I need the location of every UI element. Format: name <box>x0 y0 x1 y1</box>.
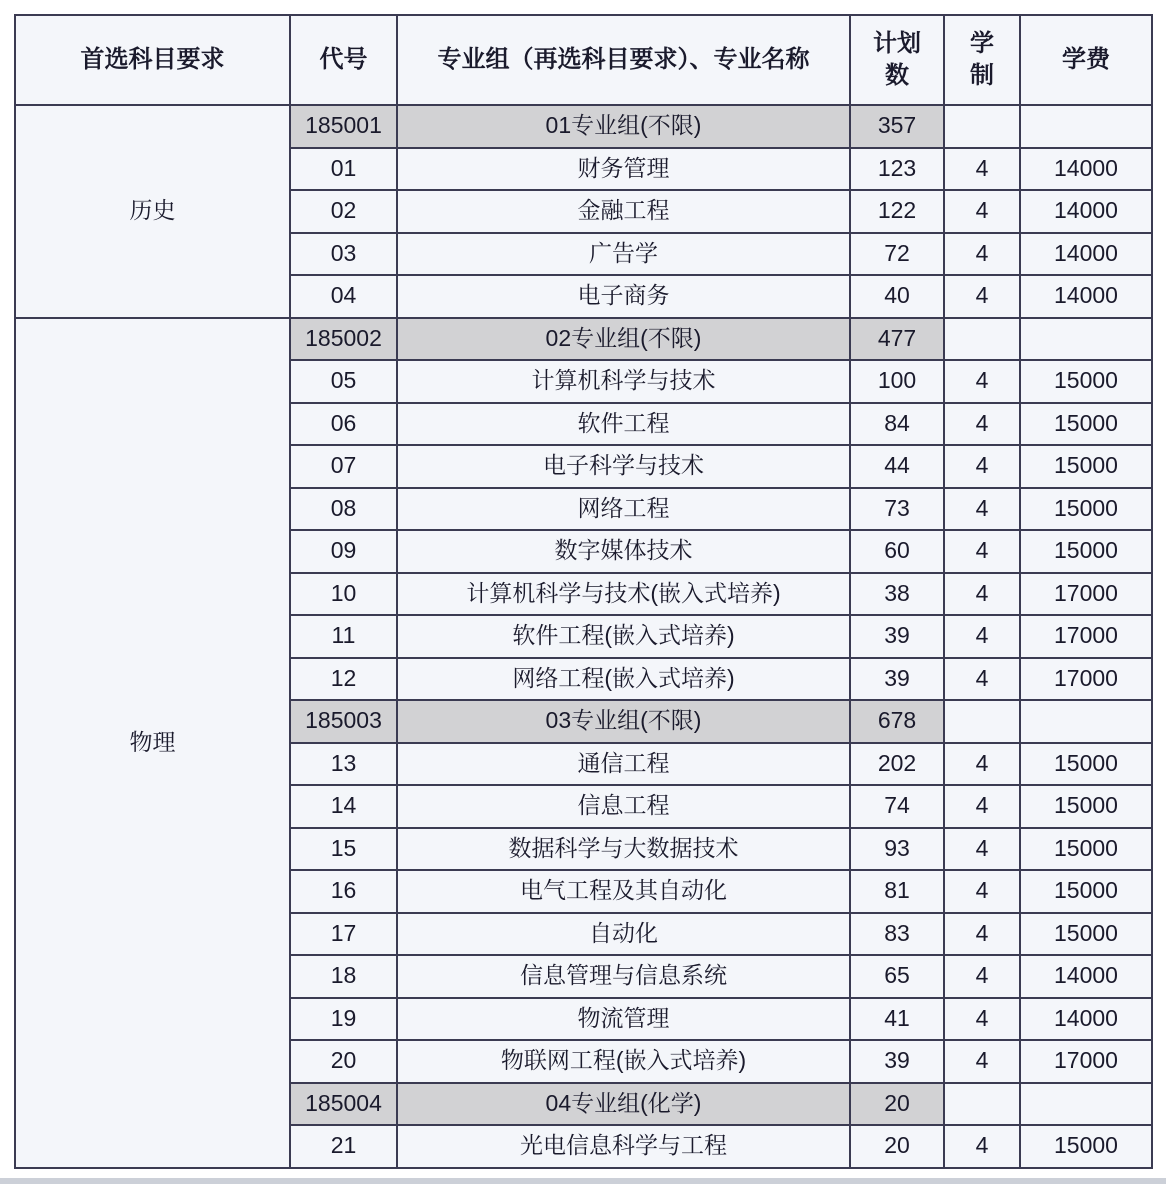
duration-cell: 4 <box>944 828 1020 871</box>
name-cell: 01专业组(不限) <box>397 105 850 148</box>
duration-cell: 4 <box>944 913 1020 956</box>
plan-cell: 39 <box>850 615 944 658</box>
fee-cell <box>1020 700 1152 743</box>
fee-cell: 14000 <box>1020 955 1152 998</box>
code-cell: 20 <box>290 1040 397 1083</box>
plan-cell: 39 <box>850 1040 944 1083</box>
plan-cell: 40 <box>850 275 944 318</box>
fee-cell: 15000 <box>1020 360 1152 403</box>
plan-cell: 74 <box>850 785 944 828</box>
plan-cell: 38 <box>850 573 944 616</box>
plan-cell: 81 <box>850 870 944 913</box>
duration-cell: 4 <box>944 275 1020 318</box>
fee-cell <box>1020 318 1152 361</box>
fee-cell: 15000 <box>1020 870 1152 913</box>
duration-cell: 4 <box>944 233 1020 276</box>
header-plan-count-label: 计划数 <box>873 29 921 89</box>
duration-cell: 4 <box>944 573 1020 616</box>
name-cell: 光电信息科学与工程 <box>397 1125 850 1168</box>
duration-cell: 4 <box>944 658 1020 701</box>
plan-cell: 100 <box>850 360 944 403</box>
duration-cell: 4 <box>944 998 1020 1041</box>
header-tuition-label: 学费 <box>1062 45 1110 73</box>
duration-cell: 4 <box>944 190 1020 233</box>
fee-cell: 17000 <box>1020 1040 1152 1083</box>
duration-cell: 4 <box>944 785 1020 828</box>
fee-cell: 14000 <box>1020 998 1152 1041</box>
header-plan-count <box>850 15 944 105</box>
group-row <box>15 105 1152 148</box>
fee-cell: 15000 <box>1020 488 1152 531</box>
plan-cell: 65 <box>850 955 944 998</box>
fee-cell: 17000 <box>1020 615 1152 658</box>
plan-cell: 122 <box>850 190 944 233</box>
duration-cell: 4 <box>944 530 1020 573</box>
plan-cell: 72 <box>850 233 944 276</box>
plan-cell: 20 <box>850 1125 944 1168</box>
duration-cell <box>944 700 1020 743</box>
duration-cell: 4 <box>944 445 1020 488</box>
fee-cell: 15000 <box>1020 913 1152 956</box>
duration-cell: 4 <box>944 870 1020 913</box>
duration-cell: 4 <box>944 488 1020 531</box>
plan-cell: 123 <box>850 148 944 191</box>
header-duration <box>944 15 1020 105</box>
name-cell: 电气工程及其自动化 <box>397 870 850 913</box>
group-row <box>15 318 1152 361</box>
name-cell: 电子科学与技术 <box>397 445 850 488</box>
name-cell: 通信工程 <box>397 743 850 786</box>
name-cell: 网络工程(嵌入式培养) <box>397 658 850 701</box>
fee-cell: 15000 <box>1020 743 1152 786</box>
code-cell: 185002 <box>290 318 397 361</box>
code-cell: 15 <box>290 828 397 871</box>
fee-cell: 15000 <box>1020 530 1152 573</box>
code-cell: 185003 <box>290 700 397 743</box>
name-cell: 财务管理 <box>397 148 850 191</box>
code-cell: 13 <box>290 743 397 786</box>
duration-cell <box>944 105 1020 148</box>
code-cell: 05 <box>290 360 397 403</box>
bottom-edge-strip <box>0 1178 1166 1184</box>
code-cell: 185004 <box>290 1083 397 1126</box>
code-cell: 16 <box>290 870 397 913</box>
fee-cell: 15000 <box>1020 403 1152 446</box>
fee-cell: 15000 <box>1020 445 1152 488</box>
duration-cell: 4 <box>944 148 1020 191</box>
name-cell: 软件工程(嵌入式培养) <box>397 615 850 658</box>
fee-cell: 17000 <box>1020 573 1152 616</box>
header-major-group-label: 专业组（再选科目要求）、专业名称 <box>437 45 810 73</box>
plan-cell: 678 <box>850 700 944 743</box>
admission-plan-table <box>14 14 1153 1169</box>
plan-cell: 41 <box>850 998 944 1041</box>
header-code <box>290 15 397 105</box>
code-cell: 18 <box>290 955 397 998</box>
plan-cell: 357 <box>850 105 944 148</box>
name-cell: 软件工程 <box>397 403 850 446</box>
duration-cell: 4 <box>944 615 1020 658</box>
code-cell: 03 <box>290 233 397 276</box>
code-cell: 185001 <box>290 105 397 148</box>
plan-cell: 477 <box>850 318 944 361</box>
name-cell: 自动化 <box>397 913 850 956</box>
duration-cell: 4 <box>944 403 1020 446</box>
duration-cell <box>944 318 1020 361</box>
code-cell: 01 <box>290 148 397 191</box>
plan-cell: 20 <box>850 1083 944 1126</box>
code-cell: 10 <box>290 573 397 616</box>
header-row <box>15 15 1152 105</box>
code-cell: 17 <box>290 913 397 956</box>
code-cell: 12 <box>290 658 397 701</box>
header-code-label: 代号 <box>319 45 368 73</box>
name-cell: 04专业组(化学) <box>397 1083 850 1126</box>
name-cell: 数据科学与大数据技术 <box>397 828 850 871</box>
name-cell: 电子商务 <box>397 275 850 318</box>
plan-cell: 93 <box>850 828 944 871</box>
name-cell: 信息工程 <box>397 785 850 828</box>
plan-cell: 84 <box>850 403 944 446</box>
header-duration-label: 学制 <box>970 29 994 89</box>
fee-cell: 14000 <box>1020 190 1152 233</box>
code-cell: 07 <box>290 445 397 488</box>
name-cell: 广告学 <box>397 233 850 276</box>
duration-cell: 4 <box>944 1125 1020 1168</box>
name-cell: 物联网工程(嵌入式培养) <box>397 1040 850 1083</box>
code-cell: 02 <box>290 190 397 233</box>
duration-cell <box>944 1083 1020 1126</box>
subject-cell: 历史 <box>15 105 290 318</box>
header-subject-requirement-label: 首选科目要求 <box>80 45 225 73</box>
code-cell: 04 <box>290 275 397 318</box>
fee-cell: 15000 <box>1020 1125 1152 1168</box>
plan-cell: 73 <box>850 488 944 531</box>
duration-cell: 4 <box>944 743 1020 786</box>
code-cell: 21 <box>290 1125 397 1168</box>
name-cell: 信息管理与信息系统 <box>397 955 850 998</box>
code-cell: 06 <box>290 403 397 446</box>
name-cell: 03专业组(不限) <box>397 700 850 743</box>
fee-cell: 15000 <box>1020 828 1152 871</box>
fee-cell: 14000 <box>1020 275 1152 318</box>
header-major-group <box>397 15 850 105</box>
plan-cell: 39 <box>850 658 944 701</box>
code-cell: 11 <box>290 615 397 658</box>
name-cell: 网络工程 <box>397 488 850 531</box>
name-cell: 计算机科学与技术 <box>397 360 850 403</box>
subject-cell: 物理 <box>15 318 290 1168</box>
fee-cell: 17000 <box>1020 658 1152 701</box>
header-subject-requirement <box>15 15 290 105</box>
code-cell: 19 <box>290 998 397 1041</box>
fee-cell: 15000 <box>1020 785 1152 828</box>
plan-cell: 60 <box>850 530 944 573</box>
name-cell: 金融工程 <box>397 190 850 233</box>
header-tuition <box>1020 15 1152 105</box>
code-cell: 09 <box>290 530 397 573</box>
code-cell: 14 <box>290 785 397 828</box>
name-cell: 数字媒体技术 <box>397 530 850 573</box>
duration-cell: 4 <box>944 1040 1020 1083</box>
fee-cell: 14000 <box>1020 148 1152 191</box>
plan-cell: 83 <box>850 913 944 956</box>
fee-cell <box>1020 1083 1152 1126</box>
plan-cell: 202 <box>850 743 944 786</box>
plan-cell: 44 <box>850 445 944 488</box>
code-cell: 08 <box>290 488 397 531</box>
name-cell: 物流管理 <box>397 998 850 1041</box>
duration-cell: 4 <box>944 955 1020 998</box>
fee-cell <box>1020 105 1152 148</box>
name-cell: 02专业组(不限) <box>397 318 850 361</box>
fee-cell: 14000 <box>1020 233 1152 276</box>
duration-cell: 4 <box>944 360 1020 403</box>
name-cell: 计算机科学与技术(嵌入式培养) <box>397 573 850 616</box>
